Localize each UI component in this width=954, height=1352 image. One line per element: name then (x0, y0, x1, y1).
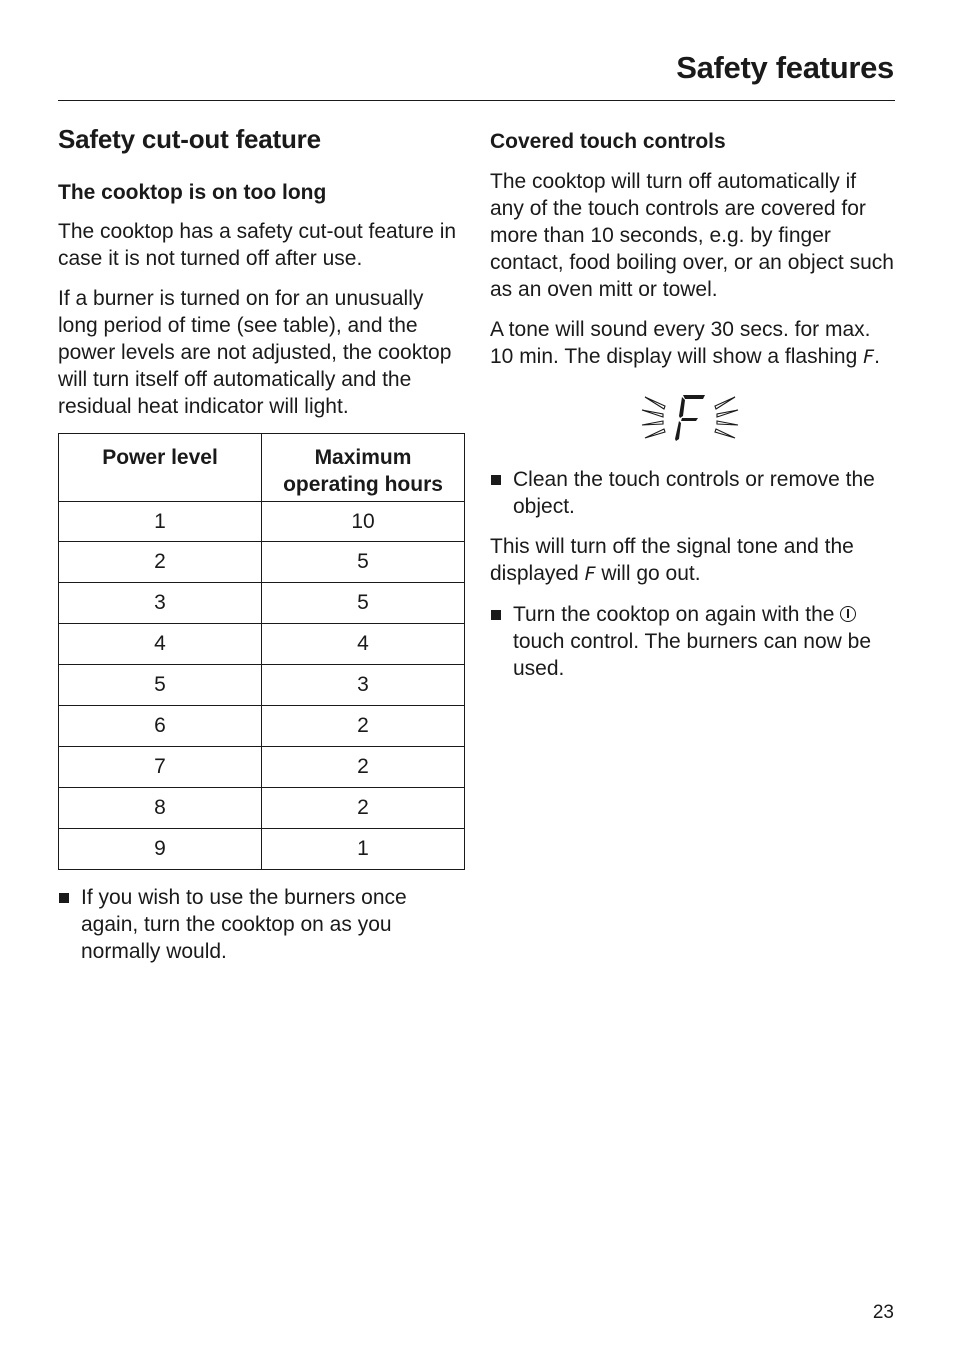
paragraph-intro: The cooktop has a safety cut-out feature in case it is not turned off after use. (58, 220, 457, 270)
table-row (59, 706, 465, 747)
page-title: Safety features (676, 50, 894, 85)
tone-text-end: . (874, 345, 880, 368)
page-number: 23 (872, 1302, 894, 1323)
right-column (490, 124, 895, 695)
bullet-square-icon (491, 610, 501, 620)
bullet-clean-controls (490, 466, 895, 520)
table-cell-hours: 5 (262, 583, 465, 624)
table-row (59, 542, 465, 583)
flashing-f-display-icon (490, 384, 895, 450)
table-cell-hours: 2 (262, 706, 465, 747)
flashing-f-display-svg (490, 384, 895, 450)
bullet-text: Turn the cooktop on again with the (513, 603, 841, 626)
bullet-turn-on (490, 601, 895, 682)
section-title: Safety cut-out feature (58, 124, 321, 154)
table-header-row (59, 434, 465, 502)
table-cell-power: 3 (59, 583, 262, 624)
subheading-covered-controls: Covered touch controls (490, 130, 726, 153)
table-row (59, 583, 465, 624)
table-cell-hours: 1 (262, 829, 465, 870)
bullet-square-icon (59, 893, 69, 903)
paragraph-cutout: If a burner is turned on for an unusually long period of time (see table), and the power levels are not adjusted, the cooktop will turn itself off automatically and the residual heat indicator will light. (58, 287, 452, 418)
table-cell-hours: 5 (262, 542, 465, 583)
table-header-power-level: Power level (59, 434, 262, 502)
table-cell-hours: 10 (262, 502, 465, 542)
table-row (59, 502, 465, 542)
table-header-max-hours: Maximum operating hours (262, 434, 465, 502)
bullet-use-again (58, 884, 466, 965)
table-row (59, 624, 465, 665)
bullet-text: Clean the touch controls or remove the object. (513, 468, 875, 518)
table-cell-power: 7 (59, 747, 262, 788)
table-row (59, 829, 465, 870)
table-cell-hours: 4 (262, 624, 465, 665)
table-cell-power: 2 (59, 542, 262, 583)
bullet-square-icon (491, 475, 501, 485)
bullet-text: If you wish to use the burners once again, turn the cooktop on as you normally would. (81, 886, 407, 963)
table-cell-power: 4 (59, 624, 262, 665)
subheading-on-too-long: The cooktop is on too long (58, 181, 327, 204)
table-row (59, 747, 465, 788)
table-cell-hours: 2 (262, 788, 465, 829)
table-cell-power: 6 (59, 706, 262, 747)
left-column (58, 124, 466, 978)
table-cell-power: 9 (59, 829, 262, 870)
tone-text: A tone will sound every 30 secs. for max. 10 min. The display will show a flashing (490, 318, 871, 368)
bullet-text-end: touch control. The burners can now be used. (513, 630, 871, 680)
paragraph-signal-off (490, 533, 895, 588)
signal-off-text-end: will go out. (595, 562, 701, 585)
table-row (59, 788, 465, 829)
table-cell-power: 1 (59, 502, 262, 542)
table-cell-power: 8 (59, 788, 262, 829)
paragraph-tone (490, 316, 895, 371)
header-divider (58, 100, 895, 101)
f-symbol-inline: F (863, 346, 875, 368)
table-row (59, 665, 465, 706)
table-cell-power: 5 (59, 665, 262, 706)
signal-off-text: This will turn off the signal tone and the displayed (490, 535, 854, 585)
paragraph-covered: The cooktop will turn off automatically if any of the touch controls are covered for more than 10 seconds, e.g. by finger contact, food boiling over, or an object such as an oven mitt or towel. (490, 170, 894, 301)
f-symbol-inline: F (584, 563, 596, 585)
power-icon (840, 606, 856, 622)
operating-hours-table (58, 433, 465, 870)
table-cell-hours: 3 (262, 665, 465, 706)
table-cell-hours: 2 (262, 747, 465, 788)
